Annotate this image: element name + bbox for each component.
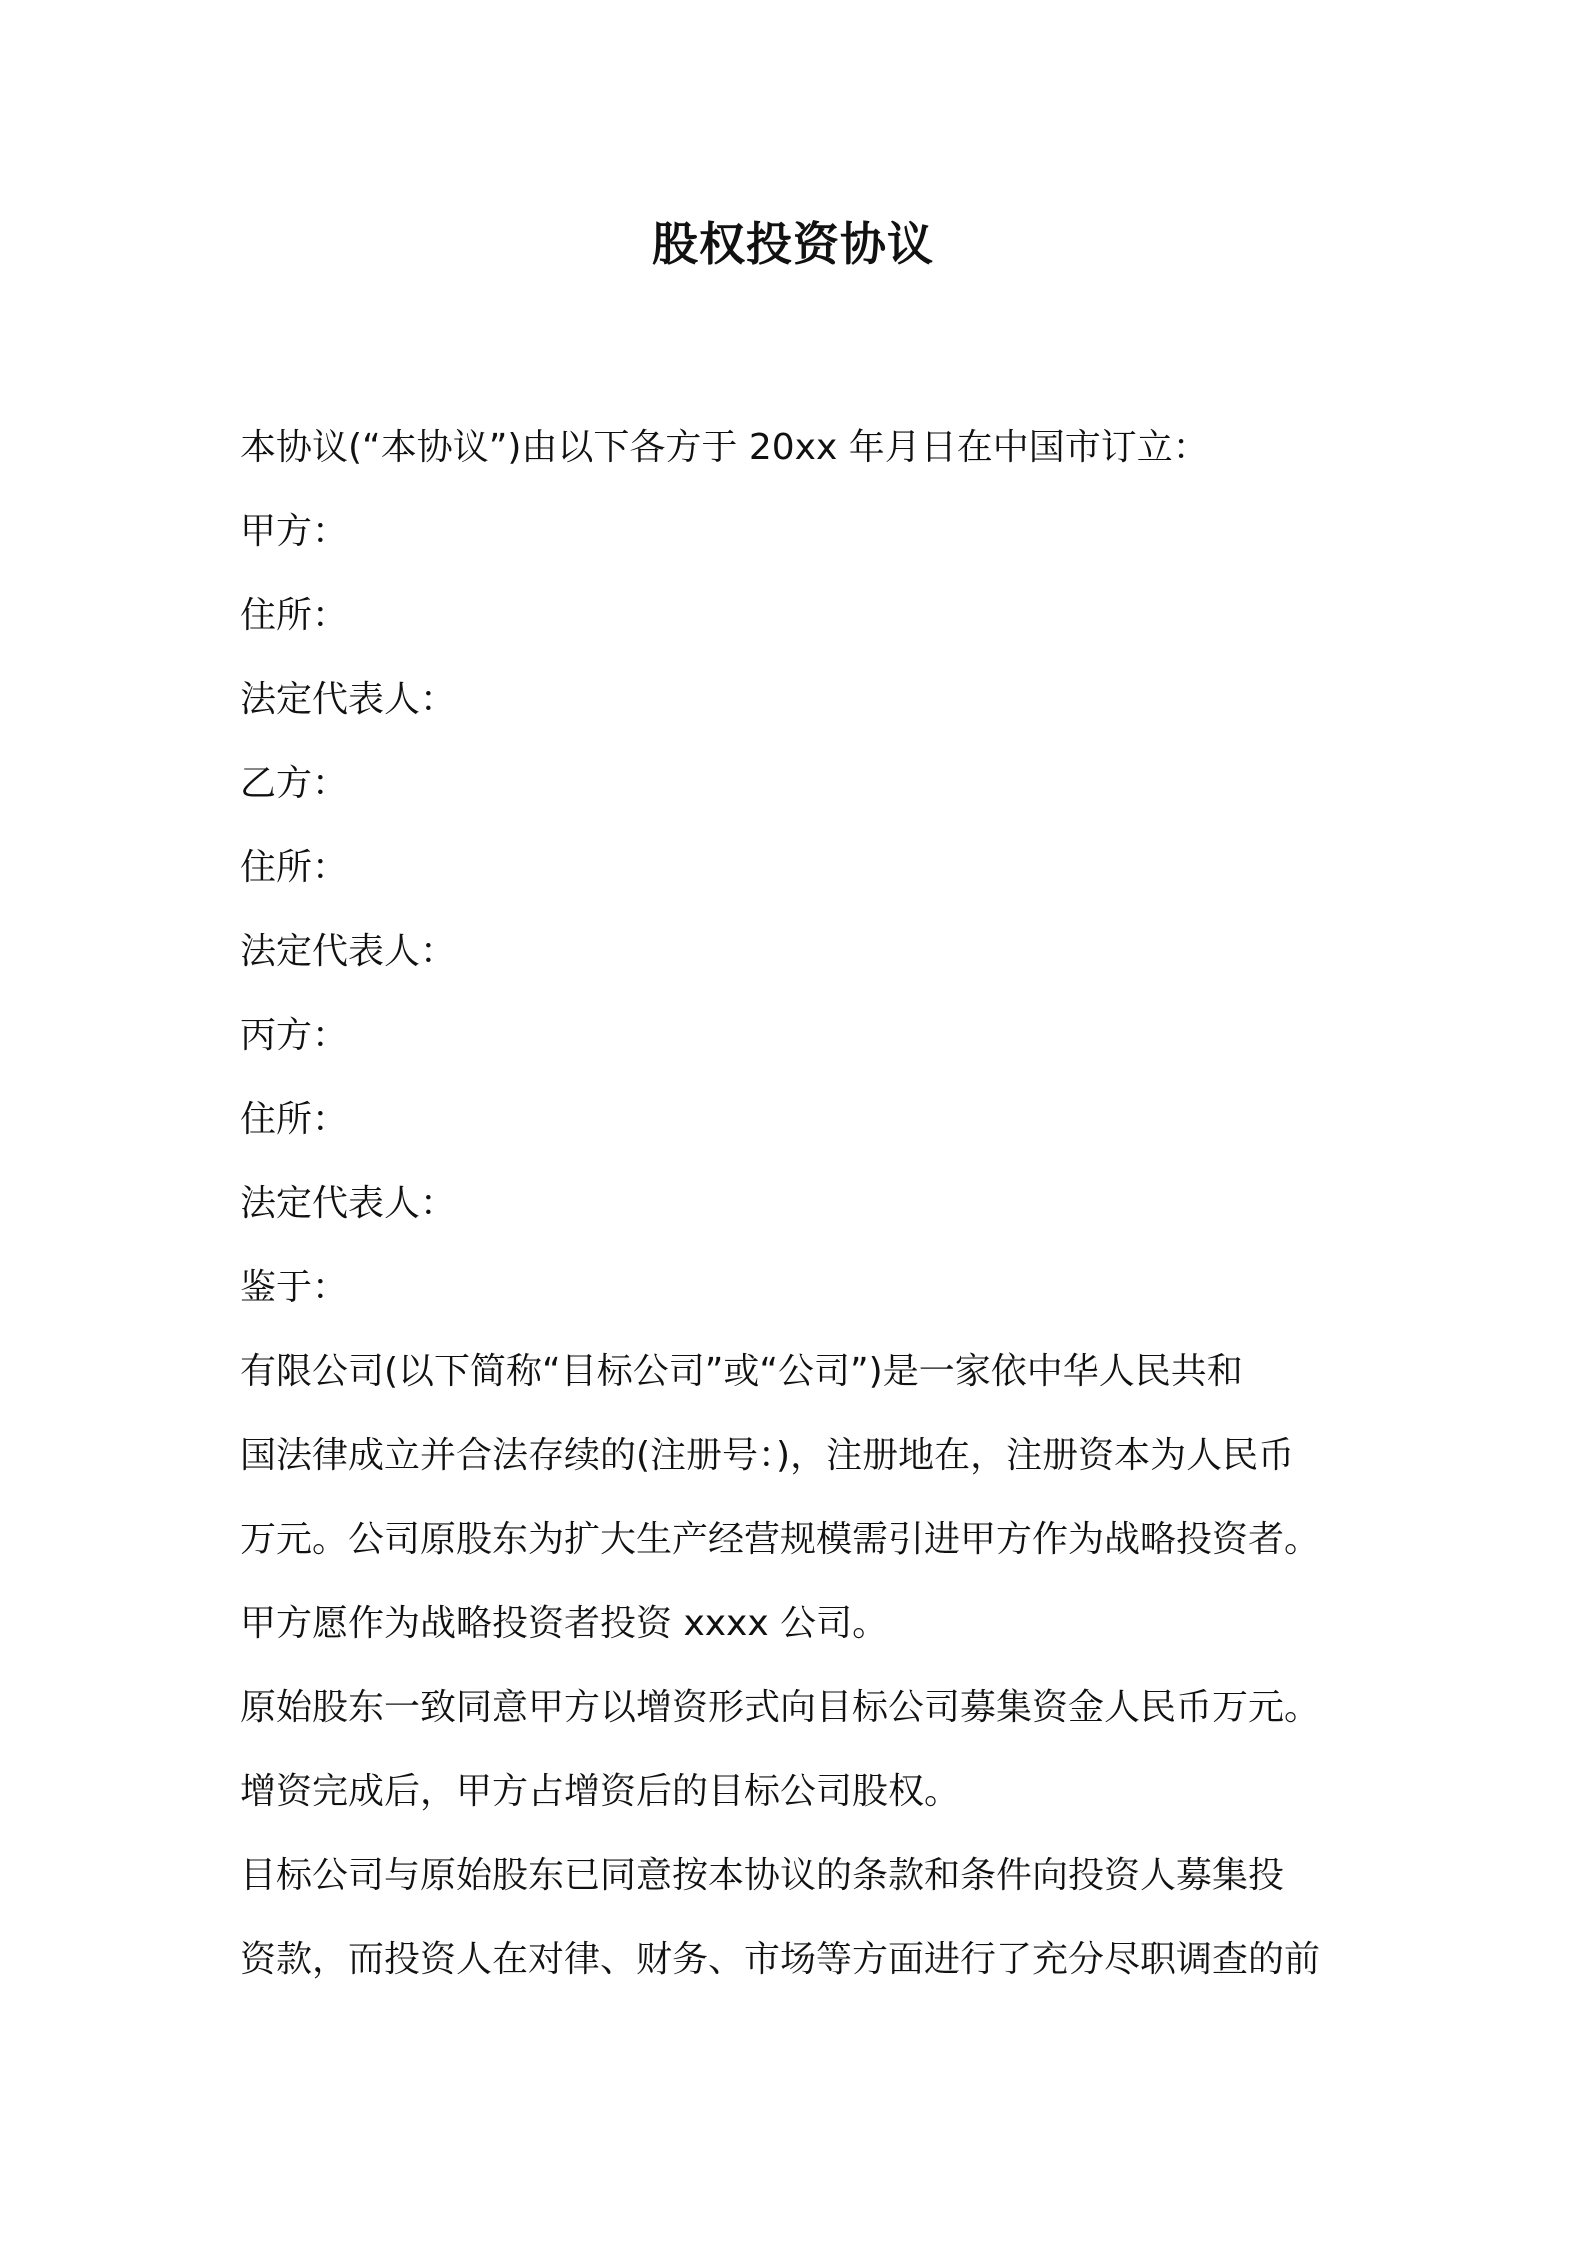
paragraph-line: 国法律成立并合法存续的(注册号：)，注册地在，注册资本为人民币 xyxy=(240,1435,1295,1476)
paragraph-line: 资款，而投资人在对律、财务、市场等方面进行了充分尽职调查的前 xyxy=(240,1939,1321,1980)
party-b-representative-label: 法定代表人： xyxy=(240,931,457,972)
party-c-address-label: 住所： xyxy=(240,1099,349,1140)
party-c-representative-label: 法定代表人： xyxy=(240,1183,457,1224)
party-a-address-label: 住所： xyxy=(240,595,349,636)
party-a-label: 甲方： xyxy=(240,511,349,552)
paragraph-line: 有限公司(以下简称“目标公司”或“公司”)是一家依中华人民共和 xyxy=(240,1351,1243,1392)
document-body xyxy=(240,406,1356,2002)
party-b-address-label: 住所： xyxy=(240,847,349,888)
paragraph-line: 原始股东一致同意甲方以增资形式向目标公司募集资金人民币万元。 xyxy=(240,1687,1321,1728)
paragraph-line: 目标公司与原始股东已同意按本协议的条款和条件向投资人募集投 xyxy=(240,1855,1285,1896)
party-b-label: 乙方： xyxy=(240,763,349,804)
paragraph-line: 增资完成后，甲方占增资后的目标公司股权。 xyxy=(240,1771,961,1812)
paragraph-line: 甲方愿作为战略投资者投资 xxxx 公司。 xyxy=(240,1603,889,1644)
party-c-label: 丙方： xyxy=(240,1015,349,1056)
party-a-representative-label: 法定代表人： xyxy=(240,679,457,720)
paragraph-line: 万元。公司原股东为扩大生产经营规模需引进甲方作为战略投资者。 xyxy=(240,1519,1321,1560)
whereas-label: 鉴于： xyxy=(240,1267,349,1308)
document-title: 股权投资协议 xyxy=(652,217,934,271)
intro-line: 本协议(“本协议”)由以下各方于 20xx 年月日在中国市订立： xyxy=(240,427,1209,468)
